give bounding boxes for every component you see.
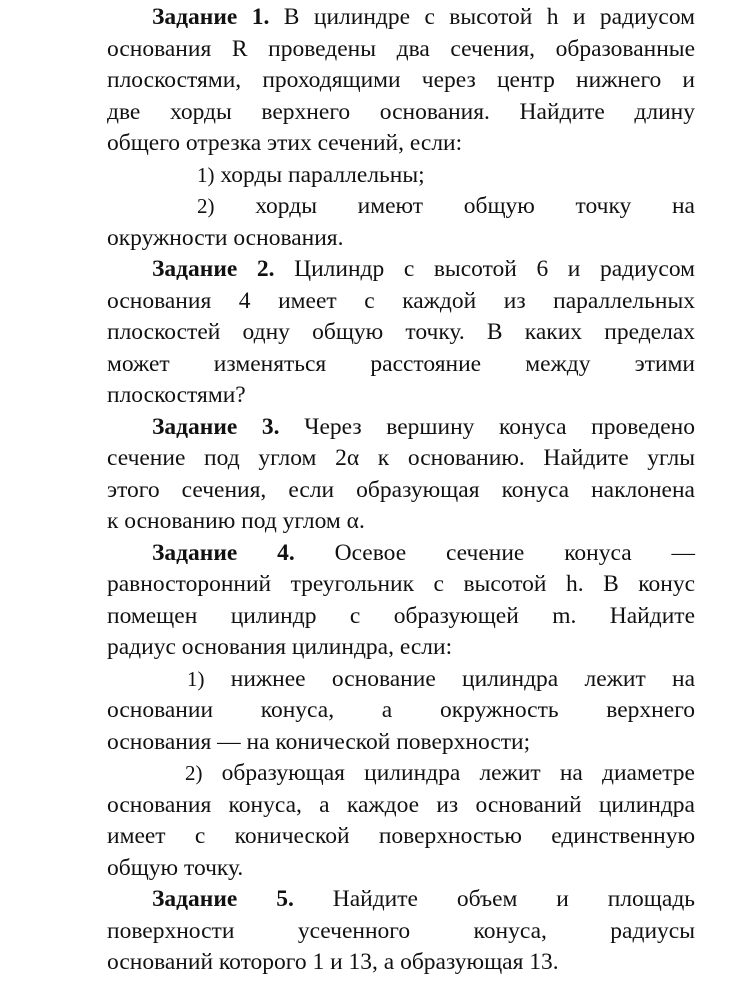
task-5-text-line: поверхности усеченного конуса, радиусы [107,917,695,944]
task-1-text-line: общего отрезка этих сечений, если: [107,130,463,156]
item-text: хорды параллельны; [220,161,425,188]
task-3-text-line: этого сечения, если образующая конуса наклонена [107,476,695,503]
document-page [107,2,695,979]
item-text: образующая цилиндра лежит на диаметре [221,760,695,786]
task-1-text-line: В цилиндре с высотой h и радиусом [283,4,695,30]
task-3-text-line: к основанию под углом α. [107,508,365,534]
item-number: 2) [185,761,203,785]
task-2-text-line: может изменяться расстояние между этими [107,350,695,377]
task-1-heading: Задание 1. [152,4,270,30]
task-1-text-line: плоскостями, проходящими через центр нижнего и [107,67,695,93]
task-4-text-line: помещен цилиндр с образующей m. Найдите [107,602,695,629]
task-1-item-1 [107,160,695,192]
item-number: 2) [197,194,215,218]
item-text: нижнее основание цилиндра лежит на [230,665,696,692]
task-1-first-line [107,2,695,34]
task-1-item-2 [107,191,695,223]
task-2-text-line: Цилиндр с высотой 6 и радиусом [294,256,696,282]
task-1-text-line: основания R проведены два сечения, образованные [107,35,695,62]
task-4-heading: Задание 4. [152,539,295,566]
task-2-text-line: основания 4 имеет с каждой из параллельных [107,287,695,314]
task-4-item-2-text: общую точку. [107,854,244,881]
task-4-item-2-text: основания конуса, а каждое из оснований цилиндра [107,791,695,818]
task-2-first-line [107,254,695,286]
task-2-text-line: плоскостей одну общую точку. В каких пределах [107,319,695,345]
task-2-heading: Задание 2. [152,256,275,282]
task-4-item-2-text: имеет с конической поверхностью единственную [107,823,695,849]
task-4-item-1 [107,664,695,696]
task-1-text-line: две хорды верхнего основания. Найдите длину [107,98,695,125]
item-number: 1) [197,162,215,187]
task-4-text-line: равносторонний треугольник с высотой h. В конус [107,571,695,597]
task-3-first-line [107,412,695,444]
task-5-text-line: Найдите объем и площадь [332,886,695,912]
task-3-text-line: сечение под углом 2α к основанию. Найдите углы [107,445,695,471]
task-4-item-1-text: основания — на конической поверхности; [107,728,531,755]
task-4-item-2 [107,758,695,790]
task-4-item-1-text: основании конуса, а окружность верхнего [107,697,695,723]
task-1-item-2-text: окружности основания. [107,224,344,251]
task-5-first-line [107,884,695,916]
task-3-text-line: Через вершину конуса проведено [304,413,696,440]
task-4-first-line [107,538,695,570]
item-text: хорды имеют общую точку на [255,193,695,219]
task-3-heading: Задание 3. [152,413,280,440]
item-number: 1) [187,666,205,691]
task-5-text-line: оснований которого 1 и 13, а образующая 13. [107,949,559,975]
task-2-text-line: плоскостями? [107,382,246,408]
task-5-heading: Задание 5. [152,886,294,912]
task-4-text-line: Осевое сечение конуса — [334,539,695,566]
task-4-text-line: радиус основания цилиндра, если: [107,634,453,660]
